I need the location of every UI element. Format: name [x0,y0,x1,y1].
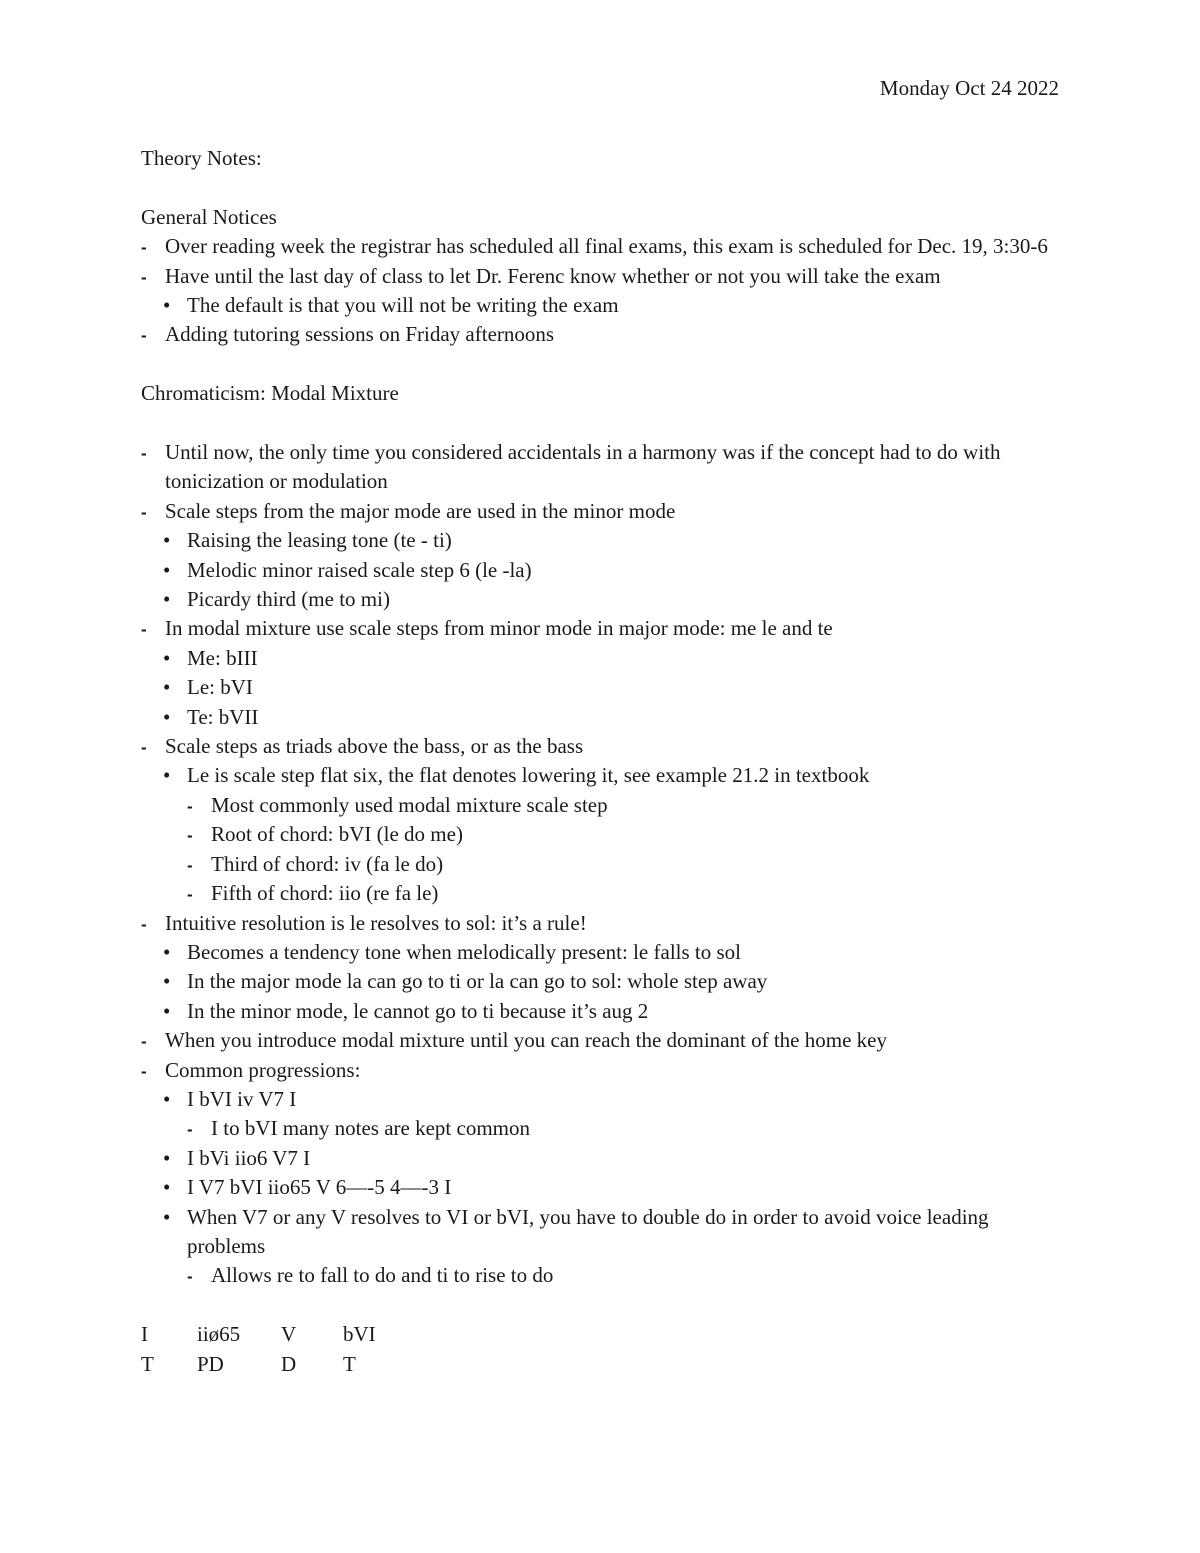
list-item-text: Adding tutoring sessions on Friday afternoons [165,322,555,347]
table-cell: D [281,1351,297,1376]
list-item-text: Have until the last day of class to let Dr. Ferenc know whether or not you will take the exam [165,263,941,288]
dash-icon [141,497,147,527]
list-item [141,644,1066,673]
bullet-icon [163,1203,170,1232]
spacer [141,350,1066,379]
dash-icon [187,820,193,850]
dash-icon [141,909,147,939]
dash-icon [187,850,193,880]
list-item-text: Scale steps as triads above the bass, or as the bass [165,734,584,759]
section-heading: Chromaticism: Modal Mixture [141,381,399,406]
bullet-icon [163,938,170,967]
list-item-text: In the minor mode, le cannot go to ti because it’s aug 2 [187,998,649,1023]
bullet-icon [163,761,170,790]
table-cell: T [343,1351,356,1376]
list-item [141,614,1066,643]
list-item-text: I to bVI many notes are kept common [211,1116,530,1141]
list-item [141,438,1066,497]
list-item [141,1114,1066,1143]
notes-body [141,144,1066,1379]
list-item-text: Third of chord: iv (fa le do) [211,851,444,876]
list-item-text: The default is that you will not be writing the exam [187,293,619,318]
list-item-text: Common progressions: [165,1057,361,1082]
table-cell: bVI [343,1322,376,1347]
dash-icon [141,320,147,350]
bullet-icon [163,1144,170,1173]
list-item-text: When you introduce modal mixture until you can reach the dominant of the home key [165,1028,887,1053]
list-item-text: Becomes a tendency tone when melodically present: le falls to sol [187,939,741,964]
dash-icon [141,1026,147,1056]
list-item-text: Allows re to fall to do and ti to rise to do [211,1263,554,1288]
list-item [141,820,1066,849]
list-item-text: In the major mode la can go to ti or la can go to sol: whole step away [187,969,768,994]
list-item [141,879,1066,908]
dash-icon [141,1056,147,1086]
table-cell: V [281,1322,297,1347]
note-date: Monday Oct 24 2022 [879,76,1059,100]
list-item [141,967,1066,996]
list-item-text: Scale steps from the major mode are used in the minor mode [165,498,676,523]
list-item [141,556,1066,585]
list-item [141,526,1066,555]
sections [141,203,1066,1291]
list-item [141,1056,1066,1085]
list-item-text: Raising the leasing tone (te - ti) [187,528,452,553]
bullet-icon [163,644,170,673]
dash-icon [187,1114,193,1144]
dash-icon [187,879,193,909]
list-item [141,703,1066,732]
dash-icon [187,791,193,821]
list-item [141,732,1066,761]
list-item-text: Until now, the only time you considered accidentals in a harmony was if the concept had to do with tonicization or modulation [165,440,1001,494]
list-item [141,1261,1066,1290]
list-item [141,1085,1066,1114]
table-cell: iiø65 [197,1322,241,1347]
list-item [141,232,1066,261]
list-item [141,1026,1066,1055]
bullet-icon [163,703,170,732]
bullet-icon [163,556,170,585]
table-cell: T [141,1351,154,1376]
table-cell: I [141,1322,148,1347]
list-item-text: Most commonly used modal mixture scale step [211,792,608,817]
bullet-icon [163,997,170,1026]
bullet-icon [163,967,170,996]
list-item [141,497,1066,526]
list-item-text: I V7 bVI iio65 V 6—-5 4—-3 I [187,1175,452,1200]
list-item [141,1173,1066,1202]
bullet-icon [163,585,170,614]
bullet-icon [163,526,170,555]
list-item [141,673,1066,702]
list-item [141,585,1066,614]
list-item-text: Melodic minor raised scale step 6 (le -la) [187,557,532,582]
list-item-text: Le: bVI [187,675,253,700]
list-item-text: When V7 or any V resolves to VI or bVI, you have to double do in order to avoid voice leading problems [187,1204,989,1258]
dash-icon [141,232,147,262]
list-item [141,909,1066,938]
notes-title: Theory Notes: [141,146,262,170]
dash-icon [141,614,147,644]
list-item [141,1203,1066,1262]
spacer [141,173,1066,202]
list-item [141,291,1066,320]
section-heading: General Notices [141,204,277,229]
bullet-icon [163,291,170,320]
dash-icon [187,1261,193,1291]
list-item-text: Fifth of chord: iio (re fa le) [211,881,439,906]
list-item-text: I bVI iv V7 I [187,1086,297,1111]
list-item [141,761,1066,790]
list-item [141,850,1066,879]
list-item [141,262,1066,291]
list-item-text: Le is scale step flat six, the flat denotes lowering it, see example 21.2 in textbook [187,763,870,788]
list-item-text: Root of chord: bVI (le do me) [211,822,463,847]
dash-icon [141,438,147,468]
list-item-text: Te: bVII [187,704,259,729]
bullet-icon [163,1173,170,1202]
list-item [141,997,1066,1026]
list-item [141,791,1066,820]
list-item [141,938,1066,967]
dash-icon [141,262,147,292]
list-item-text: Over reading week the registrar has scheduled all final exams, this exam is scheduled for Dec. 19, 3:30-6 [165,234,1048,259]
spacer [141,409,1066,438]
list-item-text: I bVi iio6 V7 I [187,1145,311,1170]
harmonic-analysis-table [141,1320,1066,1379]
dash-icon [141,732,147,762]
bullet-icon [163,1085,170,1114]
list-item-text: Picardy third (me to mi) [187,587,390,612]
list-item [141,1144,1066,1173]
list-item-text: In modal mixture use scale steps from minor mode in major mode: me le and te [165,616,833,641]
list-item-text: Intuitive resolution is le resolves to sol: it’s a rule! [165,910,587,935]
list-item [141,320,1066,349]
table-cell: PD [197,1351,224,1376]
list-item-text: Me: bIII [187,645,258,670]
bullet-icon [163,673,170,702]
